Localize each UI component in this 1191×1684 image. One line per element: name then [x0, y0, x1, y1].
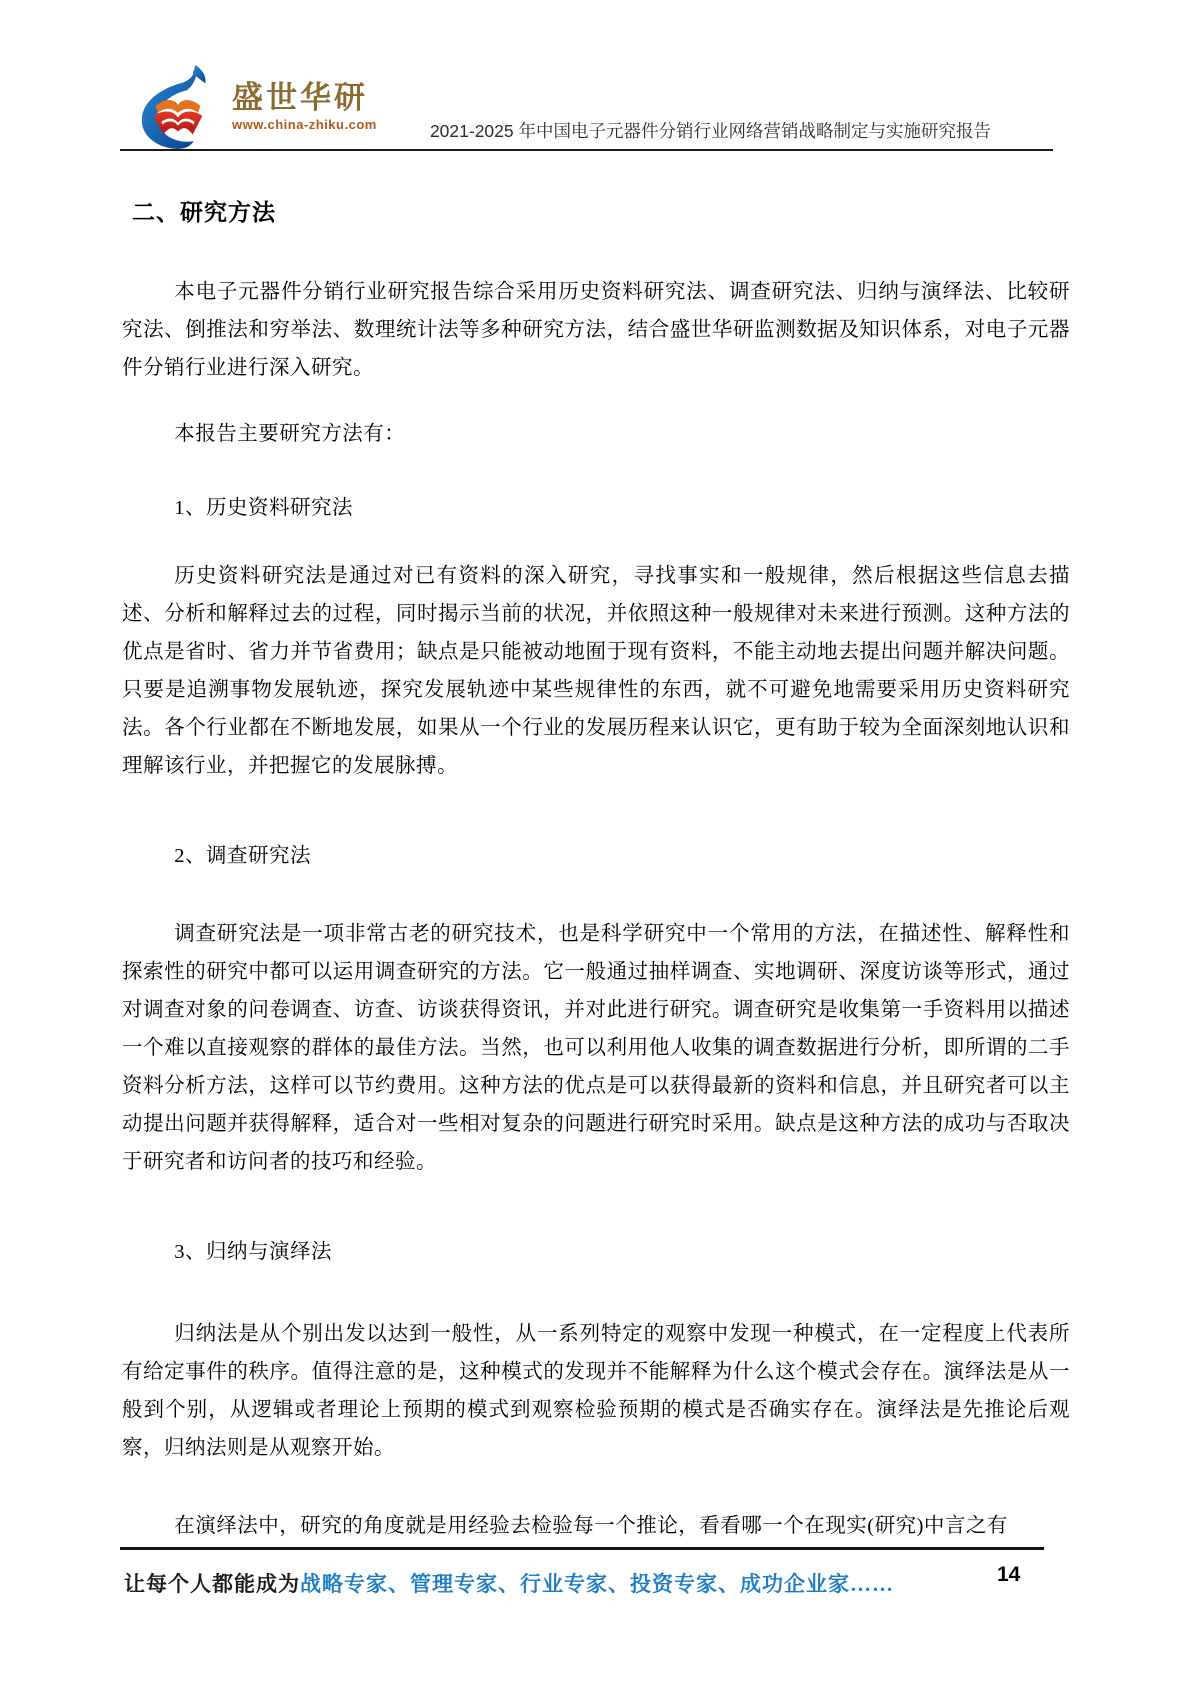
subheading-method-2: 2、调查研究法	[174, 845, 312, 867]
paragraph-methods-lead: 本报告主要研究方法有：	[174, 423, 406, 445]
paragraph-method-4-partial: 在演绎法中，研究的角度就是用经验去检验每一个推论，看看哪一个在现实(研究)中言之有	[174, 1515, 1008, 1537]
subheading-method-1: 1、历史资料研究法	[174, 497, 354, 519]
paragraph-method-2: 调查研究法是一项非常古老的研究技术，也是科学研究中一个常用的方法，在描述性、解释性和探索性的研究中都可以运用调查研究的方法。它一般通过抽样调查、实地调研、深度访谈等形式，通过对调查对象的问卷调查、访查、访谈获得资讯，并对此进行研究。调查研究是收集第一手资料用以描述一个难以直接观察的群体的最佳方法。当然，也可以利用他人收集的调查数据进行分析，即所谓的二手资料分析方法，这样可以节约费用。这种方法的优点是可以获得最新的资料和信息，并且研究者可以主动提出问题并获得解释，适合对一些相对复杂的问题进行研究时采用。缺点是这种方法的成功与否取决于研究者和访问者的技巧和经验。	[122, 923, 1070, 1173]
logo-website-url: www.china-zhiku.com	[232, 117, 377, 133]
footer-divider	[120, 1547, 1044, 1550]
subheading-method-3: 3、归纳与演绎法	[174, 1241, 333, 1263]
paragraph-intro: 本电子元器件分销行业研究报告综合采用历史资料研究法、调查研究法、归纳与演绎法、比较研究法、倒推法和穷举法、数理统计法等多种研究方法，结合盛世华研监测数据及知识体系，对电子元器件分销行业进行深入研究。	[122, 281, 1070, 379]
document-body	[122, 180, 1070, 1545]
section-heading: 二、研究方法	[132, 199, 276, 225]
report-title: 2021-2025 年中国电子元器件分销行业网络营销战略制定与实施研究报告	[429, 121, 991, 141]
footer-slogan-prefix: 让每个人都能成为	[124, 1572, 300, 1596]
logo-text	[232, 79, 377, 133]
header-divider	[120, 149, 1053, 151]
company-logo	[134, 64, 377, 150]
page-number: 14	[997, 1563, 1021, 1586]
footer-slogan	[124, 1568, 894, 1598]
paragraph-method-3: 归纳法是从个别出发以达到一般性，从一系列特定的观察中发现一种模式，在一定程度上代表所有给定事件的秩序。值得注意的是，这种模式的发现并不能解释为什么这个模式会存在。演绎法是从一般到个别，从逻辑或者理论上预期的模式到观察检验预期的模式是否确实存在。演绎法是先推论后观察，归纳法则是从观察开始。	[122, 1323, 1070, 1459]
paragraph-method-1: 历史资料研究法是通过对已有资料的深入研究，寻找事实和一般规律，然后根据这些信息去描述、分析和解释过去的过程，同时揭示当前的状况，并依照这种一般规律对未来进行预测。这种方法的优点是省时、省力并节省费用；缺点是只能被动地囿于现有资料，不能主动地去提出问题并解决问题。只要是追溯事物发展轨迹，探究发展轨迹中某些规律性的东西，就不可避免地需要采用历史资料研究法。各个行业都在不断地发展，如果从一个行业的发展历程来认识它，更有助于较为全面深刻地认识和理解该行业，并把握它的发展脉搏。	[122, 565, 1070, 777]
footer-slogan-highlight: 战略专家、管理专家、行业专家、投资专家、成功企业家……	[300, 1572, 894, 1596]
logo-brand-name: 盛世华研	[232, 79, 368, 115]
logo-swoosh-book-icon	[134, 64, 222, 150]
